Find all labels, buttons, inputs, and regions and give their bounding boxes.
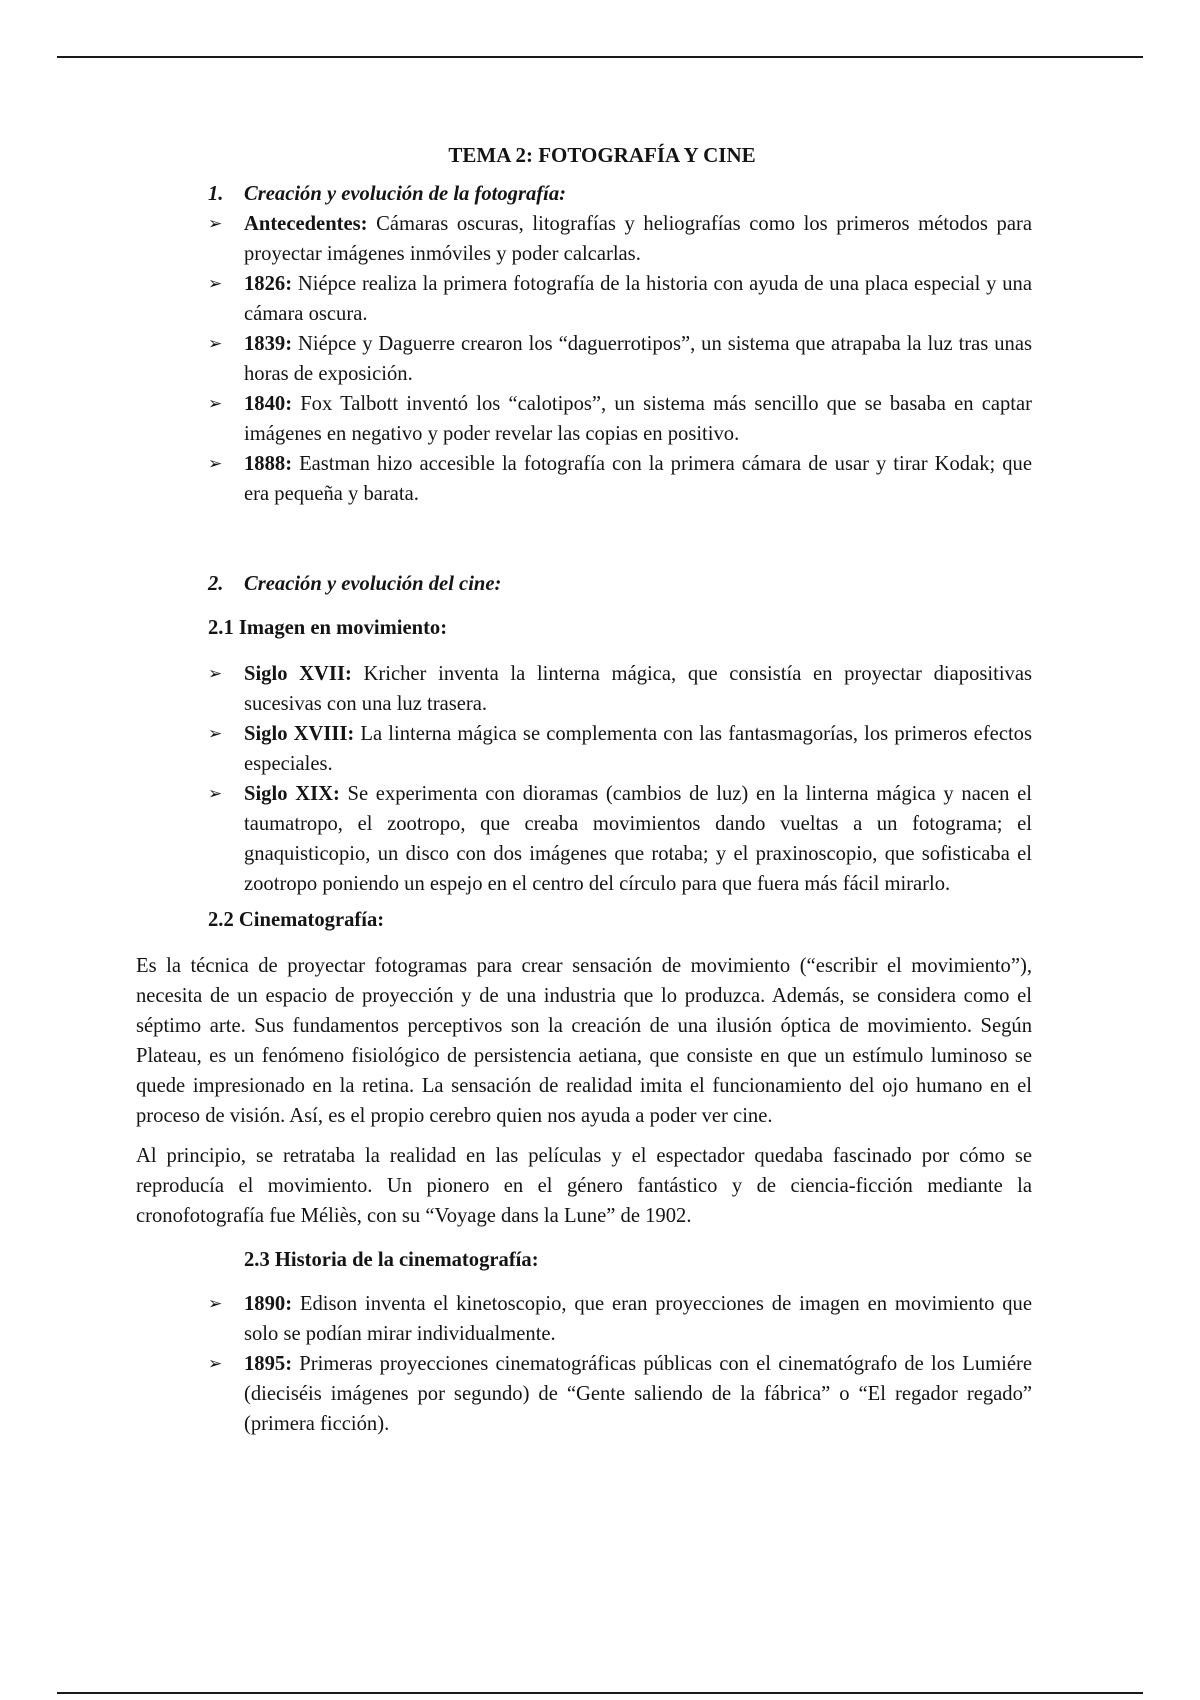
arrow-bullet-icon: ➢ — [208, 664, 223, 683]
item-text: La linterna mágica se complementa con las fantasmagorías, los primeros efectos especiales. — [244, 723, 1032, 775]
section-heading-text: Creación y evolución del cine: — [244, 573, 502, 595]
list-item — [172, 719, 1032, 779]
item-label: 1888: — [244, 453, 293, 475]
historia-list — [172, 1289, 1032, 1439]
item-text: Eastman hizo accesible la fotografía con la primera cámara de usar y tirar Kodak; que era pequeña y barata. — [244, 453, 1032, 505]
footer-rule — [57, 1692, 1143, 1694]
list-item — [172, 449, 1032, 509]
list-item — [172, 269, 1032, 329]
item-text: Se experimenta con dioramas (cambios de luz) en la linterna mágica y nacen el taumatropo, el zootropo, que creaba movimientos dando vueltas a un fotograma; el gnaquisticopio, un disco con dos imágenes que rotaba; y el praxinoscopio, que sofisticaba el zootropo poniendo un espejo en el centro del círculo para que fuera más fácil mirarlo. — [244, 783, 1032, 895]
subsection-heading-imagen-movimiento: 2.1 Imagen en movimiento: — [208, 617, 448, 639]
item-text: Niépce realiza la primera fotografía de la historia con ayuda de una placa especial y una cámara oscura. — [244, 273, 1032, 325]
item-label: Antecedentes: — [244, 213, 368, 235]
item-text: Cámaras oscuras, litografías y heliografías como los primeros métodos para proyectar imágenes inmóviles y poder calcarlas. — [244, 213, 1032, 265]
paragraph: Es la técnica de proyectar fotogramas para crear sensación de movimiento (“escribir el movimiento”), necesita de un espacio de proyección y de una industria que lo produzca. Además, se considera como el séptimo arte. Sus fundamentos perceptivos son la creación de una ilusión óptica de movimiento. Según Plateau, es un fenómeno fisiológico de persistencia aetiana, que consiste en que un estímulo luminoso se quede impresionado en la retina. La sensación de realidad imita el funcionamiento del ojo humano en el proceso de visión. Así, es el propio cerebro quien nos ayuda a poder ver cine. — [136, 955, 1032, 1127]
arrow-bullet-icon: ➢ — [208, 784, 223, 803]
arrow-bullet-icon: ➢ — [208, 274, 223, 293]
arrow-bullet-icon: ➢ — [208, 1354, 223, 1373]
list-item — [172, 209, 1032, 269]
list-item — [172, 779, 1032, 899]
list-item — [172, 1349, 1032, 1439]
item-text: Niépce y Daguerre crearon los “daguerrotipos”, un sistema que atrapaba la luz tras unas horas de exposición. — [244, 333, 1032, 385]
section-heading-fotografia — [172, 179, 1032, 209]
arrow-bullet-icon: ➢ — [208, 214, 223, 233]
item-label: 1840: — [244, 393, 293, 415]
section-number: 1. — [208, 183, 224, 205]
section-heading-cine — [172, 569, 1032, 599]
item-label: Siglo XIX: — [244, 783, 340, 805]
arrow-bullet-icon: ➢ — [208, 724, 223, 743]
item-label: Siglo XVII: — [244, 663, 352, 685]
item-label: 1890: — [244, 1293, 293, 1315]
section-number: 2. — [208, 573, 224, 595]
item-text: Fox Talbott inventó los “calotipos”, un sistema más sencillo que se basaba en captar imágenes en negativo y poder revelar las copias en positivo. — [244, 393, 1032, 445]
header-rule — [57, 56, 1143, 58]
list-item — [172, 1289, 1032, 1349]
item-label: 1826: — [244, 273, 293, 295]
fotografia-list — [172, 209, 1032, 509]
item-text: Kricher inventa la linterna mágica, que consistía en proyectar diapositivas sucesivas con una luz trasera. — [244, 663, 1032, 715]
arrow-bullet-icon: ➢ — [208, 334, 223, 353]
arrow-bullet-icon: ➢ — [208, 454, 223, 473]
imagen-movimiento-list — [172, 659, 1032, 899]
item-label: 1839: — [244, 333, 293, 355]
item-text: Primeras proyecciones cinematográficas públicas con el cinematógrafo de los Lumiére (dieciséis imágenes por segundo) de “Gente saliendo de la fábrica” o “El regador regado” (primera ficción). — [244, 1353, 1032, 1435]
list-item — [172, 659, 1032, 719]
list-item — [172, 389, 1032, 449]
subsection-heading-historia: 2.3 Historia de la cinematografía: — [244, 1249, 539, 1271]
paragraph: Al principio, se retrataba la realidad en las películas y el espectador quedaba fascinado por cómo se reproducía el movimiento. Un pionero en el género fantástico y de ciencia-ficción mediante la cronofotografía fue Méliès, con su “Voyage dans la Lune” de 1902. — [136, 1145, 1032, 1227]
subsection-heading-cinematografia: 2.2 Cinematografía: — [208, 909, 385, 931]
page-title: TEMA 2: FOTOGRAFÍA Y CINE — [448, 143, 756, 167]
section-heading-text: Creación y evolución de la fotografía: — [244, 183, 567, 205]
document-page — [136, 140, 1032, 1439]
arrow-bullet-icon: ➢ — [208, 1294, 223, 1313]
item-text: Edison inventa el kinetoscopio, que eran proyecciones de imagen en movimiento que solo se podían mirar individualmente. — [244, 1293, 1032, 1345]
item-label: 1895: — [244, 1353, 293, 1375]
item-label: Siglo XVIII: — [244, 723, 355, 745]
arrow-bullet-icon: ➢ — [208, 394, 223, 413]
list-item — [172, 329, 1032, 389]
